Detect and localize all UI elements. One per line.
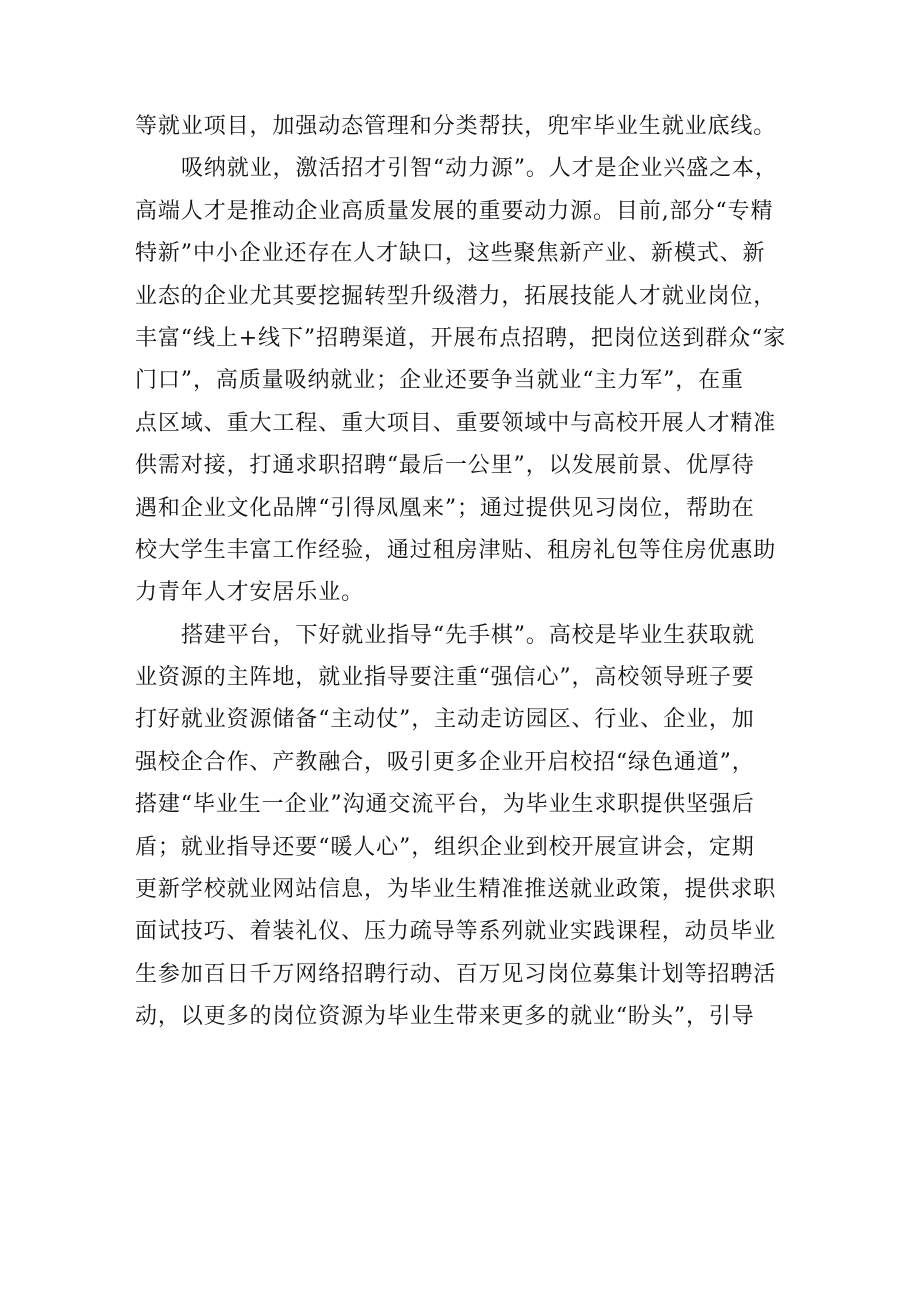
paragraph-3-line-10: 动，以更多的岗位资源为毕业生带来更多的就业“盼头”，引导 [135, 1004, 755, 1030]
paragraph-2-line-7: 点区域、重大工程、重大项目、重要领域中与高校开展人才精准 [135, 410, 777, 436]
paragraph-2-line-10: 校大学生丰富工作经验，通过租房津贴、租房礼包等住房优惠助 [135, 537, 777, 563]
paragraph-2-line-3: 特新”中小企业还存在人才缺口，这些聚焦新产业、新模式、新 [135, 241, 766, 267]
paragraph-2-line-6: 门口”，高质量吸纳就业；企业还要争当就业“主力军”，在重 [135, 368, 744, 394]
paragraph-2-line-11: 力青年人才安居乐业。 [135, 580, 365, 606]
paragraph-3-line-8: 面试技巧、着装礼仪、压力疏导等系列就业实践课程，动员毕业 [135, 919, 777, 945]
paragraph-3-line-7: 更新学校就业网站信息，为毕业生精准推送就业政策，提供求职 [135, 877, 777, 903]
paragraph-3-line-5: 搭建“毕业生一企业”沟通交流平台，为毕业生求职提供坚强后 [135, 792, 755, 818]
paragraph-2-line-4: 业态的企业尤其要挖掘转型升级潜力，拓展技能人才就业岗位， [135, 283, 777, 309]
paragraph-1-line-1: 等就业项目，加强动态管理和分类帮扶，兜牢毕业生就业底线。 [135, 114, 777, 139]
paragraph-2-line-5: 丰富“线上+线下”招聘渠道，开展布点招聘，把岗位送到群众“家 [135, 325, 787, 351]
paragraph-2-line-1: 吸纳就业，激活招才引智“动力源”。人才是企业兴盛之本， [181, 156, 778, 182]
paragraph-2-line-2: 高端人才是推动企业高质量发展的重要动力源。目前,部分“专精 [135, 198, 774, 224]
paragraph-3-line-9: 生参加百日千万网络招聘行动、百万见习岗位募集计划等招聘活 [135, 961, 777, 987]
body-text [135, 106, 795, 1039]
paragraph-3-line-1: 搭建平台，下好就业指导“先手棋”。高校是毕业生获取就 [181, 622, 755, 648]
paragraph-3-line-4: 强校企合作、产教融合，吸引更多企业开启校招“绿色通道”， [135, 749, 755, 775]
paragraph-3-line-3: 打好就业资源储备“主动仗”，主动走访园区、行业、企业，加 [135, 707, 755, 733]
paragraph-3-line-2: 业资源的主阵地，就业指导要注重“强信心”，高校领导班子要 [135, 665, 755, 691]
paragraph-3-line-6: 盾；就业指导还要“暖人心”，组织企业到校开展宣讲会，定期 [135, 834, 755, 860]
paragraph-2-line-8: 供需对接，打通求职招聘“最后一公里”，以发展前景、优厚待 [135, 453, 755, 479]
paragraph-2-line-9: 遇和企业文化品牌“引得凤凰来”；通过提供见习岗位，帮助在 [135, 495, 755, 521]
